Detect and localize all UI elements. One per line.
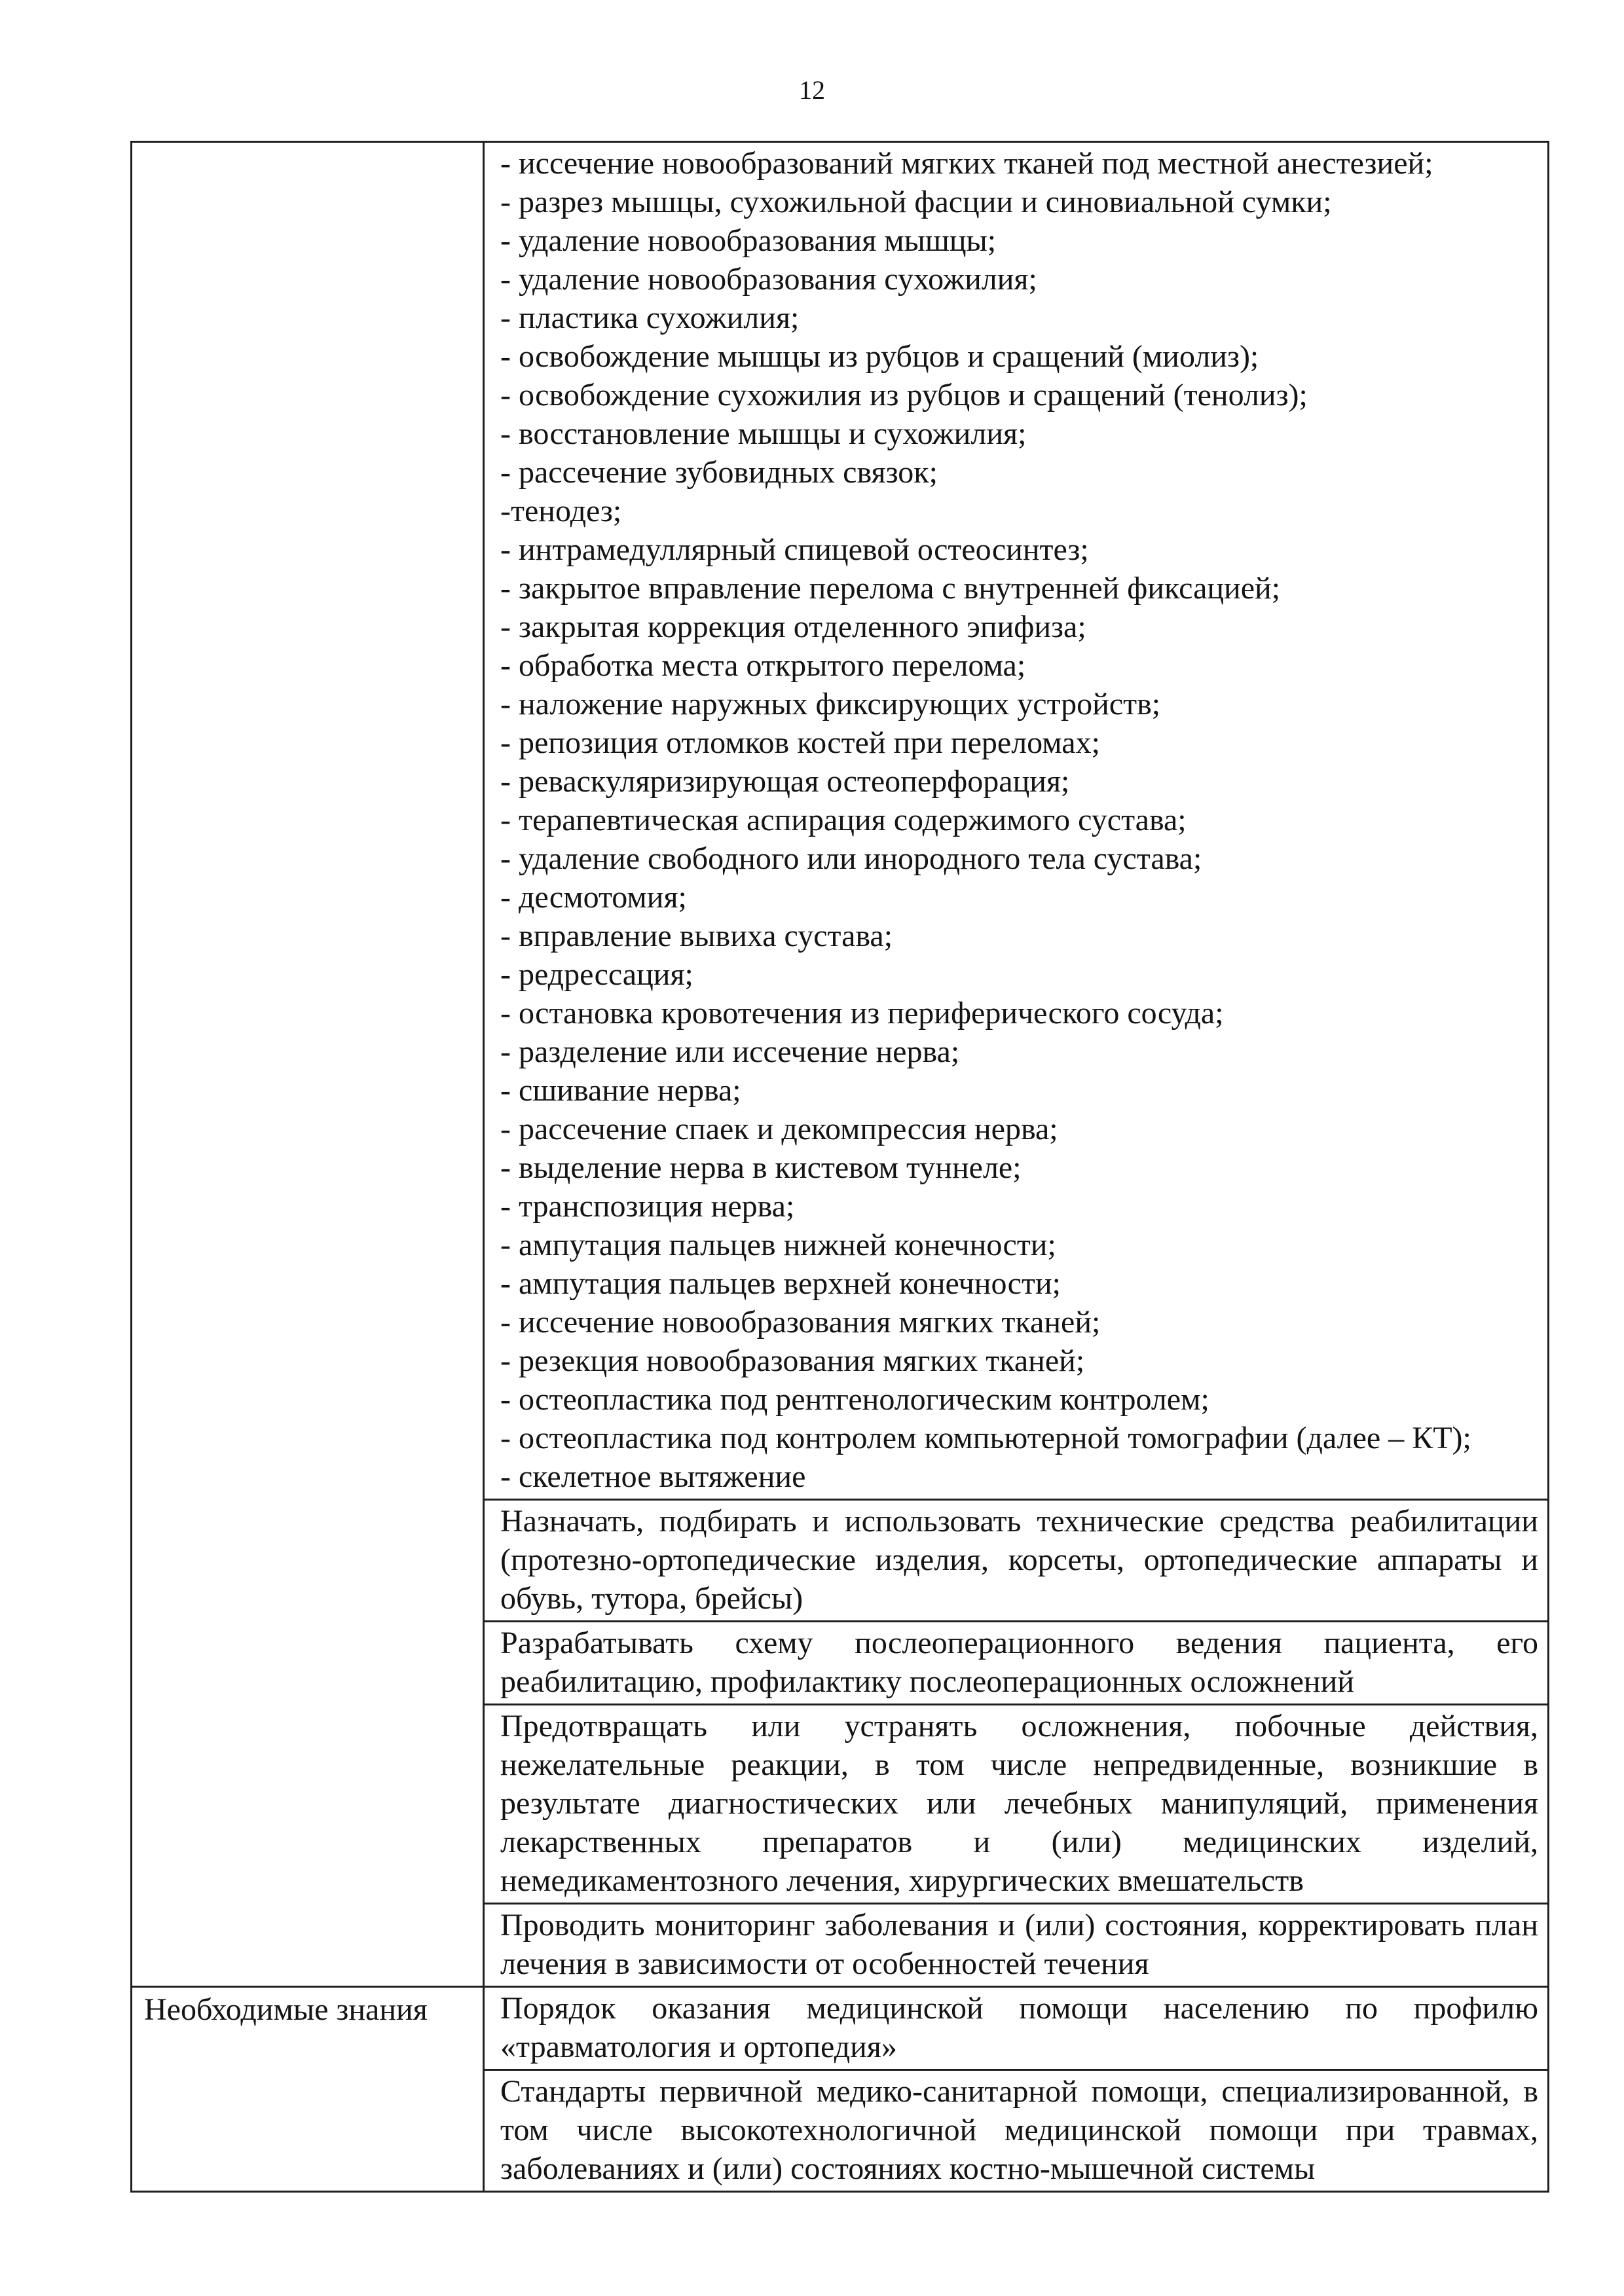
- list-item: - рассечение спаек и декомпрессия нерва;: [500, 1112, 1058, 1146]
- requirements-table: [130, 141, 1549, 2193]
- list-item: - остеопластика под контролем компьютерной томографии (далее – КТ);: [500, 1421, 1471, 1455]
- knowledge-label-cell: [132, 1987, 484, 2192]
- list-item: - ампутация пальцев нижней конечности;: [500, 1228, 1056, 1262]
- list-item: - резекция новообразования мягких тканей;: [500, 1343, 1085, 1378]
- skills-list: [485, 143, 1547, 1499]
- list-item: - выделение нерва в кистевом туннеле;: [500, 1150, 1022, 1185]
- list-item: - удаление новообразования мышцы;: [500, 223, 997, 258]
- cell-text: Стандарты первичной медико-санитарной помощи, специализированной, в том числе высокотехнологичной медицинской помощи при травмах, заболеваниях и (или) состояниях костно-мышечной системы: [500, 2074, 1538, 2186]
- cell-text: Предотвращать или устранять осложнения, побочные действия, нежелательные реакции, в том числе непредвиденные, возникшие в результате диагностических или лечебных манипуляций, применения лекарственных препаратов и (или) медицинских изделий, немедикаментозного лечения, хирургических вмешательств: [500, 1709, 1538, 1898]
- skill-cell-complications: [484, 1705, 1549, 1904]
- list-item: - рассечение зубовидных связок;: [500, 455, 938, 490]
- list-item: - удаление свободного или инородного тела сустава;: [500, 841, 1202, 876]
- list-item: - иссечение новообразований мягких тканей под местной анестезией;: [500, 146, 1433, 181]
- list-item: - терапевтическая аспирация содержимого сустава;: [500, 803, 1187, 837]
- list-item: - разрез мышцы, сухожильной фасции и синовиальной сумки;: [500, 185, 1332, 219]
- list-item: - закрытая коррекция отделенного эпифиза;: [500, 610, 1086, 644]
- page-number: 12: [799, 75, 825, 105]
- knowledge-cell-order: [484, 1987, 1549, 2070]
- skills-list-cell: [484, 142, 1549, 1500]
- skill-cell-rehab-devices: [484, 1500, 1549, 1622]
- list-item: - редрессация;: [500, 957, 693, 992]
- skills-label-cell: [132, 142, 484, 1987]
- knowledge-cell-standards: [484, 2070, 1549, 2192]
- cell-text: Разрабатывать схему послеоперационного ведения пациента, его реабилитацию, профилактику послеоперационных осложнений: [500, 1626, 1538, 1699]
- list-item: - ампутация пальцев верхней конечности;: [500, 1266, 1061, 1301]
- list-item: - восстановление мышцы и сухожилия;: [500, 416, 1027, 451]
- skill-cell-postop-plan: [484, 1622, 1549, 1705]
- list-item: - интрамедуллярный спицевой остеосинтез;: [500, 532, 1089, 567]
- list-item: - скелетное вытяжение: [500, 1459, 806, 1494]
- list-item: - транспозиция нерва;: [500, 1189, 795, 1224]
- list-item: - обработка места открытого перелома;: [500, 648, 1026, 683]
- list-item: - вправление вывиха сустава;: [500, 919, 893, 953]
- skill-cell-monitoring: [484, 1904, 1549, 1987]
- list-item: -тенодез;: [500, 494, 622, 528]
- list-item: - остановка кровотечения из периферического сосуда;: [500, 996, 1224, 1030]
- knowledge-label: Необходимые знания: [144, 1992, 428, 2027]
- list-item: - разделение или иссечение нерва;: [500, 1034, 960, 1069]
- list-item: - пластика сухожилия;: [500, 301, 800, 335]
- list-item: - иссечение новообразования мягких тканей;: [500, 1305, 1101, 1339]
- list-item: - закрытое вправление перелома с внутренней фиксацией;: [500, 571, 1281, 606]
- list-item: - освобождение мышцы из рубцов и сращений (миолиз);: [500, 339, 1259, 374]
- cell-text: Проводить мониторинг заболевания и (или) состояния, корректировать план лечения в зависимости от особенностей течения: [500, 1908, 1538, 1981]
- list-item: - удаление новообразования сухожилия;: [500, 262, 1037, 297]
- list-item: - десмотомия;: [500, 880, 687, 915]
- cell-text: Порядок оказания медицинской помощи населению по профилю «травматология и ортопедия»: [500, 1991, 1538, 2064]
- list-item: - остеопластика под рентгенологическим контролем;: [500, 1382, 1209, 1417]
- list-item: - наложение наружных фиксирующих устройств;: [500, 687, 1161, 721]
- list-item: - реваскуляризирующая остеоперфорация;: [500, 764, 1070, 799]
- list-item: - сшивание нерва;: [500, 1073, 741, 1108]
- table-row: [132, 142, 1549, 1500]
- cell-text: Назначать, подбирать и использовать технические средства реабилитации (протезно-ортопедические изделия, корсеты, ортопедические аппараты и обувь, тутора, брейсы): [500, 1504, 1538, 1616]
- list-item: - освобождение сухожилия из рубцов и сращений (тенолиз);: [500, 378, 1308, 412]
- table-row: [132, 1987, 1549, 2070]
- list-item: - репозиция отломков костей при переломах;: [500, 725, 1100, 760]
